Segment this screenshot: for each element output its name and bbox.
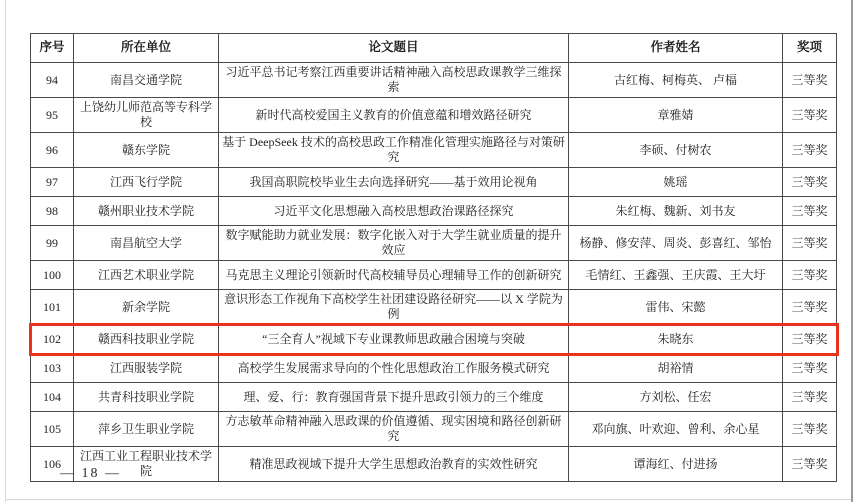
table-row bbox=[31, 447, 837, 482]
row-number-cell: 101 bbox=[31, 290, 74, 325]
unit-cell: 江西艺术职业学院 bbox=[74, 261, 219, 290]
unit-cell: 萍乡卫生职业学院 bbox=[74, 412, 219, 447]
title-cell: 马克思主义理论引领新时代高校辅导员心理辅导工作的创新研究 bbox=[219, 261, 569, 290]
award-cell: 三等奖 bbox=[783, 98, 837, 133]
authors-cell: 李硕、付树农 bbox=[569, 133, 783, 168]
row-number-cell: 106 bbox=[31, 447, 74, 482]
table-row bbox=[31, 261, 837, 290]
unit-cell: 赣东学院 bbox=[74, 133, 219, 168]
row-number-cell: 95 bbox=[31, 98, 74, 133]
col-header-no: 序号 bbox=[31, 34, 74, 63]
table-row bbox=[31, 290, 837, 325]
row-number-cell: 102 bbox=[31, 325, 74, 354]
award-cell: 三等奖 bbox=[783, 133, 837, 168]
unit-cell: 江西工业工程职业技术学院 bbox=[74, 447, 219, 482]
row-number-cell: 94 bbox=[31, 63, 74, 98]
authors-cell: 姚瑶 bbox=[569, 168, 783, 197]
unit-cell: 赣州职业技术学院 bbox=[74, 197, 219, 226]
table-row bbox=[31, 226, 837, 261]
authors-cell: 毛情红、王鑫强、王庆霞、王大圩 bbox=[569, 261, 783, 290]
authors-cell: 章雅婧 bbox=[569, 98, 783, 133]
award-cell: 三等奖 bbox=[783, 226, 837, 261]
title-cell: 方志敏革命精神融入思政课的价值遵循、现实困境和路径创新研究 bbox=[219, 412, 569, 447]
title-cell: 新时代高校爱国主义教育的价值意蕴和增效路径研究 bbox=[219, 98, 569, 133]
title-cell: 理、爱、行：教育强国背景下提升思政引领力的三个维度 bbox=[219, 383, 569, 412]
award-cell: 三等奖 bbox=[783, 412, 837, 447]
authors-cell: 古红梅、柯梅英、 卢楅 bbox=[569, 63, 783, 98]
award-table bbox=[30, 33, 837, 482]
table-row bbox=[31, 98, 837, 133]
title-cell: 习近平文化思想融入高校思想政治课路径探究 bbox=[219, 197, 569, 226]
page-edge-bottom bbox=[5, 499, 852, 500]
award-cell: 三等奖 bbox=[783, 325, 837, 354]
unit-cell: 共青科技职业学院 bbox=[74, 383, 219, 412]
title-cell: 我国高职院校毕业生去向选择研究——基于效用论视角 bbox=[219, 168, 569, 197]
authors-cell: 朱红梅、魏新、刘书友 bbox=[569, 197, 783, 226]
unit-cell: 南昌交通学院 bbox=[74, 63, 219, 98]
authors-cell: 方刘松、任宏 bbox=[569, 383, 783, 412]
table-row bbox=[31, 383, 837, 412]
col-header-authors: 作者姓名 bbox=[569, 34, 783, 63]
unit-cell: 南昌航空大学 bbox=[74, 226, 219, 261]
page-edge-right bbox=[851, 0, 853, 502]
title-cell: 基于 DeepSeek 技术的高校思政工作精准化管理实施路径与对策研究 bbox=[219, 133, 569, 168]
table-row bbox=[31, 63, 837, 98]
table-row-highlighted bbox=[31, 325, 837, 354]
title-cell: 高校学生发展需求导向的个性化思想政治工作服务模式研究 bbox=[219, 354, 569, 383]
table-row bbox=[31, 412, 837, 447]
award-cell: 三等奖 bbox=[783, 290, 837, 325]
unit-cell: 江西服装学院 bbox=[74, 354, 219, 383]
page-number: — 18 — bbox=[60, 466, 121, 481]
row-number-cell: 100 bbox=[31, 261, 74, 290]
award-cell: 三等奖 bbox=[783, 354, 837, 383]
authors-cell: 杨静、修安萍、周炎、彭喜红、邹怡 bbox=[569, 226, 783, 261]
row-number-cell: 96 bbox=[31, 133, 74, 168]
unit-cell: 上饶幼儿师范高等专科学校 bbox=[74, 98, 219, 133]
title-cell: 数字赋能助力就业发展：数字化嵌入对于大学生就业质量的提升效应 bbox=[219, 226, 569, 261]
table-row bbox=[31, 354, 837, 383]
title-cell: 习近平总书记考察江西重要讲话精神融入高校思政课教学三维探索 bbox=[219, 63, 569, 98]
col-header-unit: 所在单位 bbox=[74, 34, 219, 63]
award-cell: 三等奖 bbox=[783, 383, 837, 412]
authors-cell: 邓向旗、叶欢迎、曾利、余心星 bbox=[569, 412, 783, 447]
unit-cell: 赣西科技职业学院 bbox=[74, 325, 219, 354]
award-cell: 三等奖 bbox=[783, 63, 837, 98]
award-cell: 三等奖 bbox=[783, 168, 837, 197]
row-number-cell: 105 bbox=[31, 412, 74, 447]
col-header-title: 论文题目 bbox=[219, 34, 569, 63]
title-cell: 精准思政视域下提升大学生思想政治教育的实效性研究 bbox=[219, 447, 569, 482]
unit-cell: 江西飞行学院 bbox=[74, 168, 219, 197]
award-cell: 三等奖 bbox=[783, 447, 837, 482]
table-row bbox=[31, 133, 837, 168]
page-edge-left bbox=[5, 0, 6, 502]
authors-cell: 雷伟、宋懿 bbox=[569, 290, 783, 325]
table-row bbox=[31, 168, 837, 197]
title-cell: “三全育人”视域下专业课教师思政融合困境与突破 bbox=[219, 325, 569, 354]
award-cell: 三等奖 bbox=[783, 197, 837, 226]
authors-cell: 胡裕情 bbox=[569, 354, 783, 383]
row-number-cell: 103 bbox=[31, 354, 74, 383]
title-cell: 意识形态工作视角下高校学生社团建设路径研究——以 X 学院为例 bbox=[219, 290, 569, 325]
row-number-cell: 99 bbox=[31, 226, 74, 261]
award-cell: 三等奖 bbox=[783, 261, 837, 290]
row-number-cell: 104 bbox=[31, 383, 74, 412]
authors-cell: 谭海红、付进扬 bbox=[569, 447, 783, 482]
col-header-award: 奖项 bbox=[783, 34, 837, 63]
authors-cell: 朱晓东 bbox=[569, 325, 783, 354]
table-row bbox=[31, 197, 837, 226]
row-number-cell: 97 bbox=[31, 168, 74, 197]
unit-cell: 新余学院 bbox=[74, 290, 219, 325]
row-number-cell: 98 bbox=[31, 197, 74, 226]
table-header-row bbox=[31, 34, 837, 63]
